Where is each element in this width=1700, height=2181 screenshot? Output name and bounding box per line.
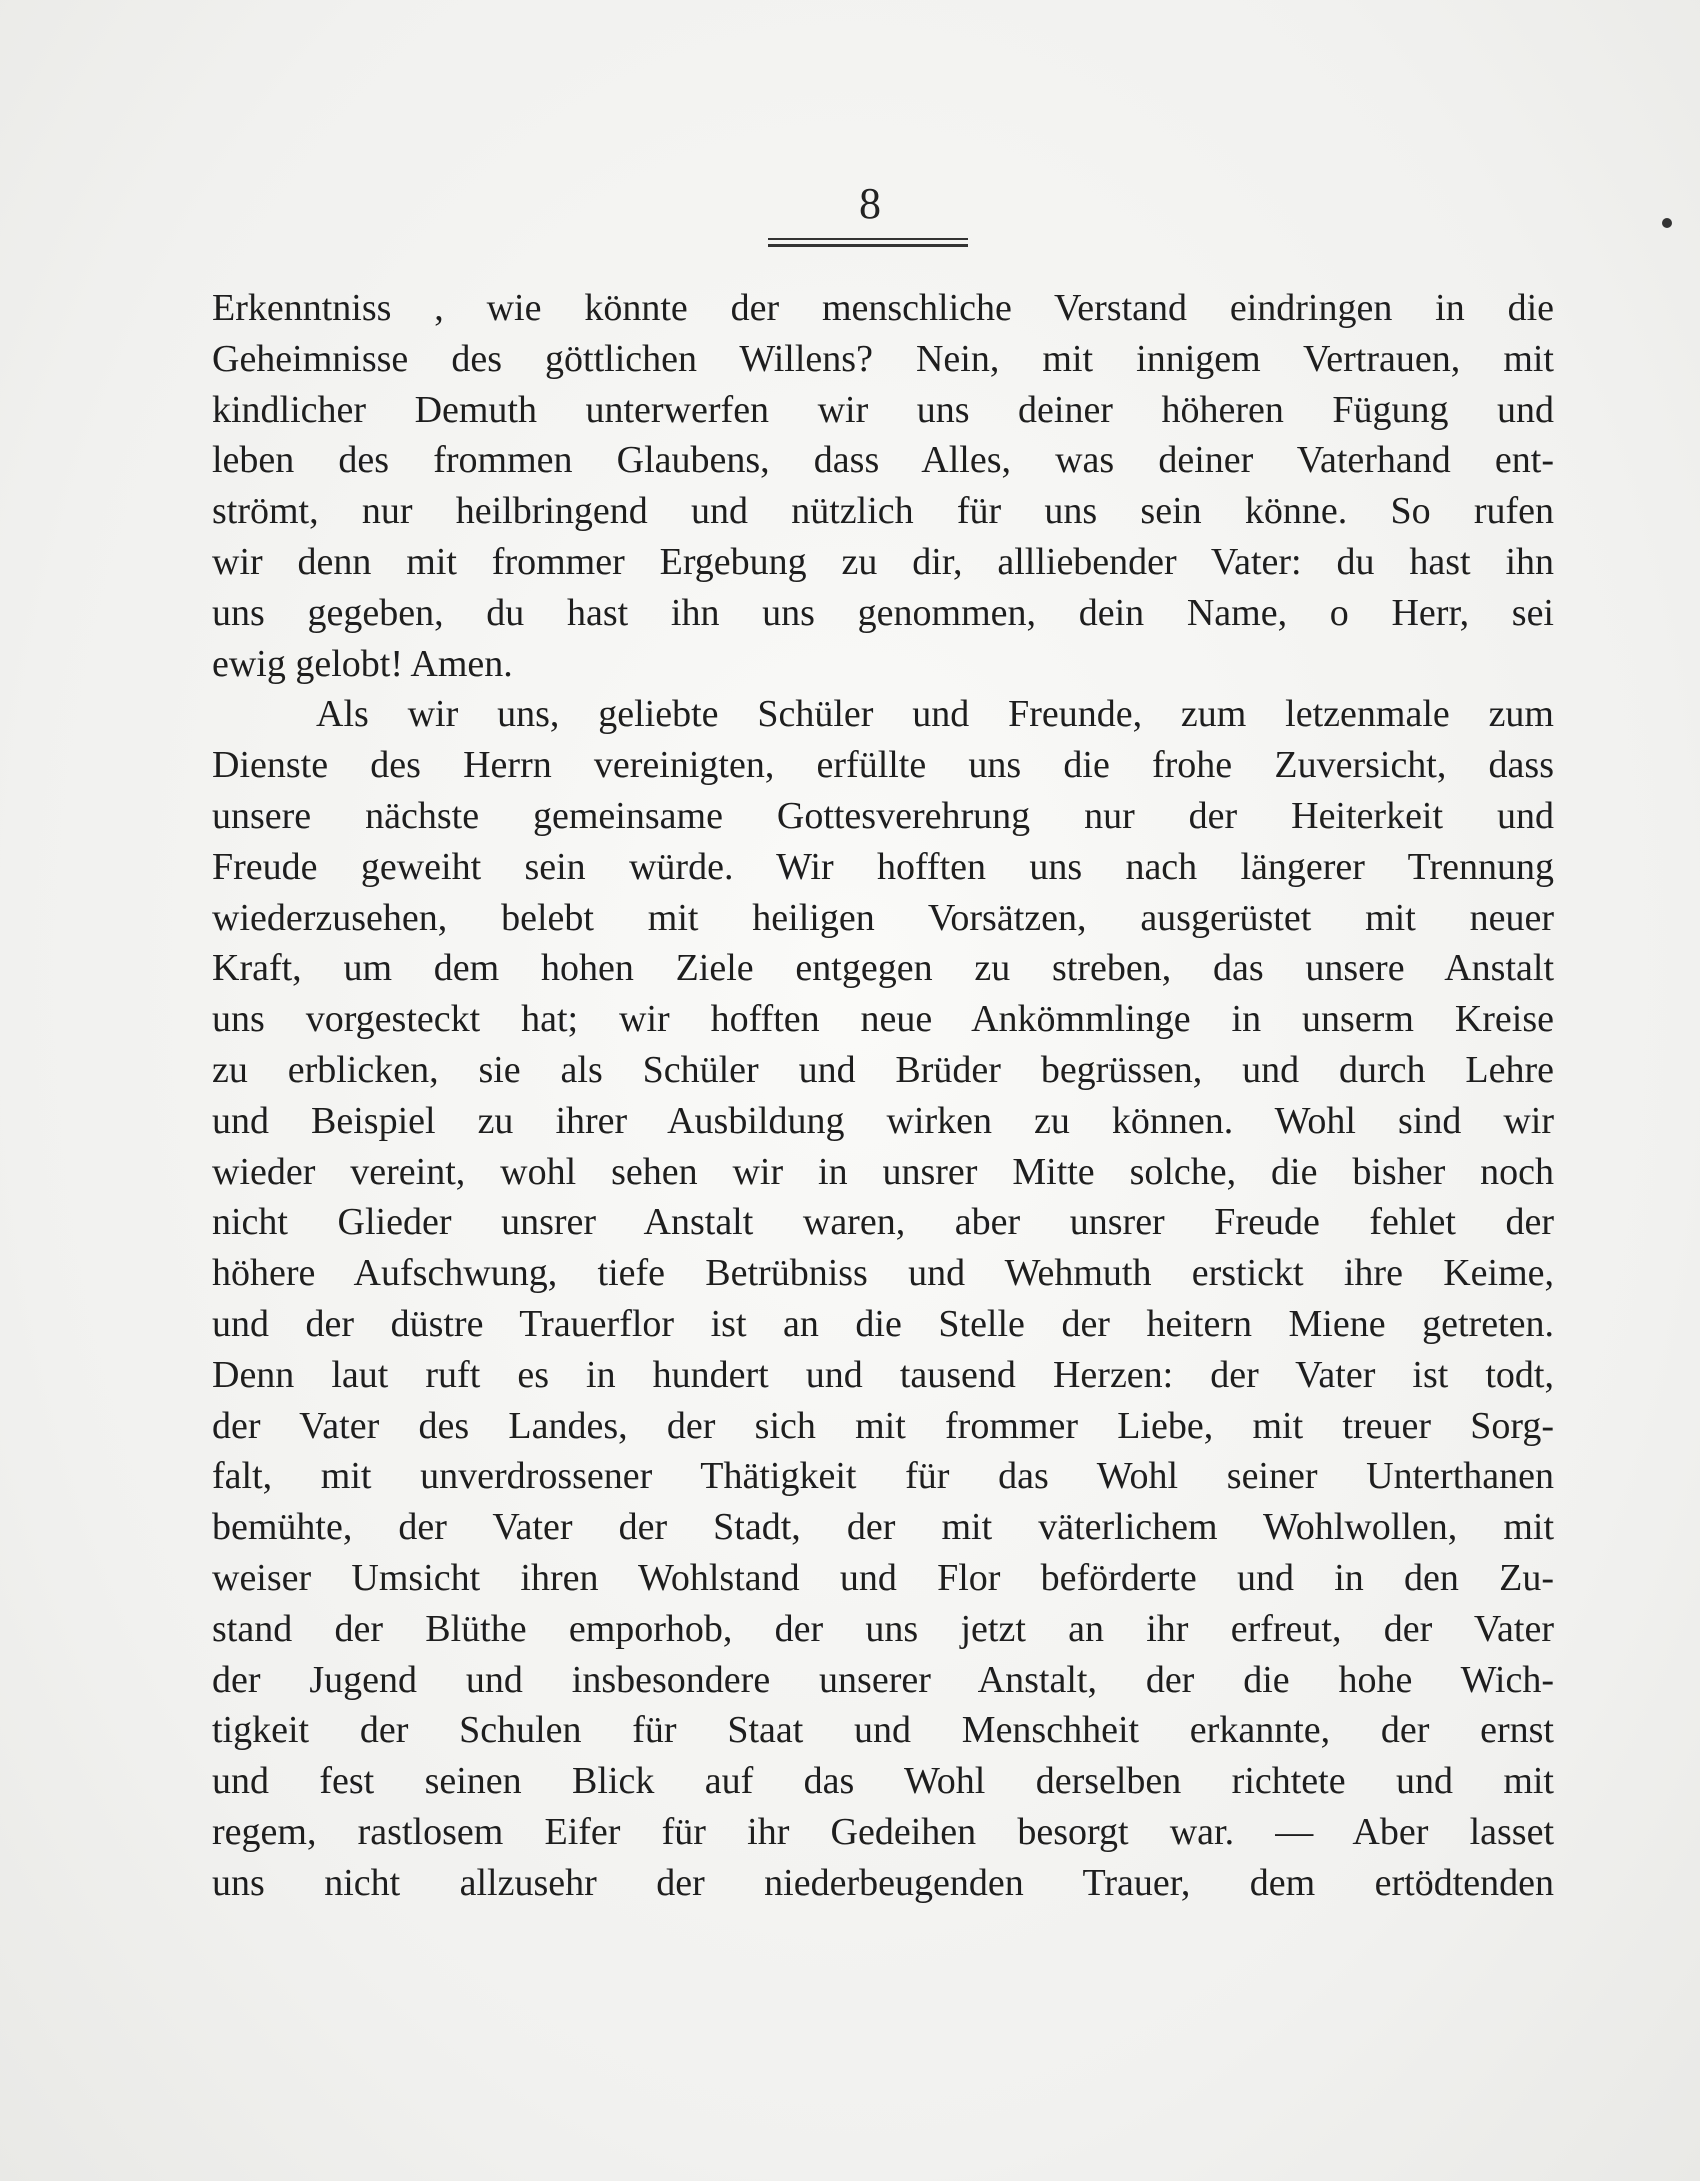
text-line: Als wir uns, geliebte Schüler und Freunde, zum letzenmale zum (316, 693, 1554, 736)
text-line: ewig gelobt! Amen. (212, 642, 513, 685)
text-line: höhere Aufschwung, tiefe Betrübniss und Wehmuth erstickt ihre Keime, (212, 1252, 1554, 1295)
text-line: der Jugend und insbesondere unserer Anstalt, der die hohe Wich- (212, 1658, 1554, 1701)
text-line: stand der Blüthe emporhob, der uns jetzt an ihr erfreut, der Vater (212, 1607, 1554, 1650)
text-line: und fest seinen Blick auf das Wohl derselben richtete und mit (212, 1760, 1554, 1803)
text-line: Denn laut ruft es in hundert und tausend Herzen: der Vater ist todt, (212, 1353, 1554, 1396)
text-line: leben des frommen Glaubens, dass Alles, was deiner Vaterhand ent- (212, 439, 1554, 482)
text-line: Kraft, um dem hohen Ziele entgegen zu streben, das unsere Anstalt (212, 947, 1554, 990)
text-line: zu erblicken, sie als Schüler und Brüder begrüssen, und durch Lehre (212, 1048, 1554, 1091)
text-line: wir denn mit frommer Ergebung zu dir, allliebender Vater: du hast ihn (212, 540, 1554, 583)
header-rule (768, 238, 968, 240)
header-rule (768, 244, 968, 247)
text-line: bemühte, der Vater der Stadt, der mit väterlichem Wohlwollen, mit (212, 1506, 1554, 1549)
text-line: der Vater des Landes, der sich mit frommer Liebe, mit treuer Sorg- (212, 1404, 1554, 1447)
text-line: und Beispiel zu ihrer Ausbildung wirken zu können. Wohl sind wir (212, 1099, 1554, 1142)
text-line: Freude geweiht sein würde. Wir hofften uns nach längerer Trennung (212, 845, 1554, 888)
text-line: und der düstre Trauerflor ist an die Stelle der heitern Miene getreten. (212, 1302, 1554, 1345)
text-line: wiederzusehen, belebt mit heiligen Vorsätzen, ausgerüstet mit neuer (212, 896, 1554, 939)
text-line: tigkeit der Schulen für Staat und Menschheit erkannte, der ernst (212, 1709, 1554, 1752)
text-line: uns vorgesteckt hat; wir hofften neue Ankömmlinge in unserm Kreise (212, 998, 1554, 1041)
text-line: nicht Glieder unsrer Anstalt waren, aber unsrer Freude fehlet der (212, 1201, 1554, 1244)
text-line: Erkenntniss , wie könnte der menschliche Verstand eindringen in die (212, 287, 1554, 329)
text-line: unsere nächste gemeinsame Gottesverehrung nur der Heiterkeit und (212, 794, 1554, 837)
text-line: regem, rastlosem Eifer für ihr Gedeihen besorgt war. — Aber lasset (212, 1810, 1554, 1853)
body-text (212, 283, 1554, 1909)
text-line: strömt, nur heilbringend und nützlich für uns sein könne. So rufen (212, 490, 1554, 533)
text-line: Dienste des Herrn vereinigten, erfüllte uns die frohe Zuversicht, dass (212, 744, 1554, 787)
page-number: 8 (859, 179, 881, 228)
text-line: uns nicht allzusehr der niederbeugenden Trauer, dem ertödtenden (212, 1861, 1554, 1904)
text-line: wieder vereint, wohl sehen wir in unsrer Mitte solche, die bisher noch (212, 1150, 1554, 1193)
text-line: Geheimnisse des göttlichen Willens? Nein, mit innigem Vertrauen, mit (212, 337, 1554, 380)
text-line: uns gegeben, du hast ihn uns genommen, dein Name, o Herr, sei (212, 591, 1554, 634)
text-line: weiser Umsicht ihren Wohlstand und Flor beförderte und in den Zu- (212, 1556, 1554, 1599)
text-line: falt, mit unverdrossener Thätigkeit für das Wohl seiner Unterthanen (212, 1455, 1554, 1498)
text-line: kindlicher Demuth unterwerfen wir uns deiner höheren Fügung und (212, 388, 1554, 431)
ink-speck (1662, 218, 1672, 228)
